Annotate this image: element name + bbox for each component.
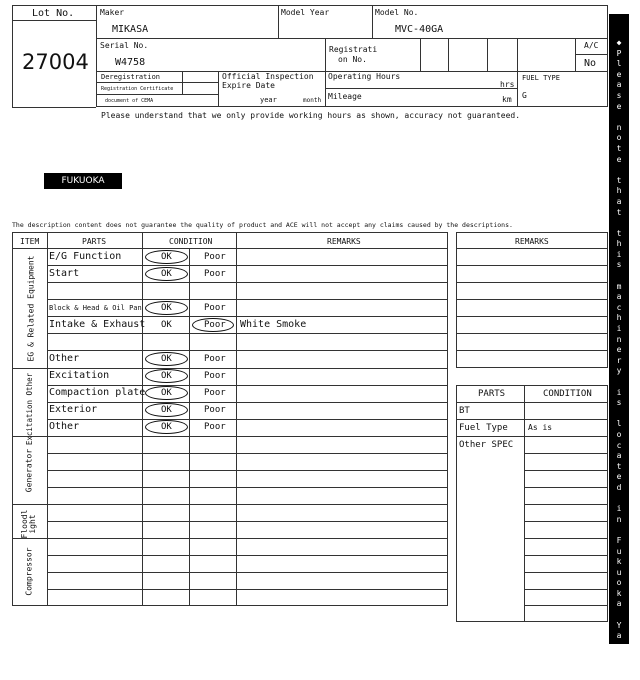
lot-label: Lot No. <box>32 8 75 19</box>
spec-condition-header: CONDITION <box>543 389 592 399</box>
part-name: E/G Function <box>49 251 122 262</box>
official-inspection-label: Official Inspection <box>222 72 314 81</box>
spec-parts-header: PARTS <box>478 389 506 399</box>
item-column-header: ITEM <box>20 237 40 246</box>
condition-ok: OK <box>161 252 172 262</box>
registration-label: Registrati <box>329 45 378 54</box>
condition-ok: OK <box>161 354 172 364</box>
operating-hours-label: Operating Hours <box>328 72 401 81</box>
right-remarks-header: REMARKS <box>515 237 549 246</box>
fuel-type-label: FUEL TYPE <box>522 74 560 82</box>
month-label: month <box>303 97 322 104</box>
condition-ok: OK <box>161 269 172 279</box>
lot-number: 27004 <box>22 50 89 74</box>
condition-poor: Poor <box>204 252 226 262</box>
cema-document-label: document of CEMA <box>105 98 154 104</box>
remark-text: White Smoke <box>240 319 307 330</box>
mileage-label: Mileage <box>328 92 362 101</box>
part-name: Other <box>49 421 80 432</box>
registration-certificate-label: Registration Certificate <box>101 86 174 92</box>
part-name: Other <box>49 353 80 364</box>
model-year-label: Model Year <box>281 8 330 17</box>
condition-column-header: CONDITION <box>169 237 213 246</box>
group-label-eg: EG & Related Equipment <box>26 255 36 362</box>
group-label-compressor: Compressor <box>24 547 34 596</box>
condition-ok: OK <box>161 405 172 415</box>
condition-ok: OK <box>161 388 172 398</box>
condition-poor: Poor <box>204 371 226 381</box>
condition-poor: Poor <box>204 303 226 313</box>
deregistration-label: Deregistration <box>101 73 161 81</box>
model-no-label: Model No. <box>375 8 419 17</box>
condition-poor: Poor <box>204 320 226 330</box>
condition-poor: Poor <box>204 388 226 398</box>
maker-value: MIKASA <box>112 24 149 35</box>
side-banner-text: ◆ P l e a s e n o t e t h a t t h i s m a c h i n e r y i s l o c a t e d i n F u k u o k a Y a r d ◆ <box>616 38 622 673</box>
remarks-column-header: REMARKS <box>327 237 361 246</box>
group-label-generator: Generator <box>24 448 34 493</box>
registration-label-2: on No. <box>338 55 367 64</box>
model-no-value: MVC-40GA <box>395 24 444 35</box>
spec-condition-fuel-type: As is <box>528 423 553 432</box>
condition-ok: OK <box>161 422 172 432</box>
year-label: year <box>260 96 277 104</box>
expire-date-label: Expire Date <box>222 81 275 90</box>
maker-label: Maker <box>100 8 125 17</box>
disclaimer: The description content does not guarantee the quality of product and ACE will not accept any claims caused by the descriptions. <box>12 221 513 229</box>
hours-notice: Please understand that we only provide working hours as shown, accuracy not guaranteed. <box>101 111 521 120</box>
parts-column-header: PARTS <box>82 237 107 246</box>
group-label-floodlight: Floodl ight <box>20 509 37 539</box>
condition-poor: Poor <box>204 269 226 279</box>
spec-part-bt: BT <box>459 406 470 416</box>
part-name: Intake & Exhaust <box>49 319 146 330</box>
condition-poor: Poor <box>204 405 226 415</box>
condition-poor: Poor <box>204 422 226 432</box>
hrs-label: hrs <box>500 80 515 89</box>
fuel-type-value: G <box>522 91 527 100</box>
condition-poor: Poor <box>204 354 226 364</box>
condition-ok: OK <box>161 303 172 313</box>
part-name: Compaction plate <box>49 387 146 398</box>
km-label: km <box>502 95 512 104</box>
part-name: Excitation <box>49 370 110 381</box>
side-banner <box>609 14 629 673</box>
ac-label: A/C <box>584 41 599 50</box>
part-name: Exterior <box>49 404 98 415</box>
location-badge: FUKUOKA <box>44 173 122 189</box>
part-name: Start <box>49 268 80 279</box>
part-name: Block & Head & Oil Pan <box>49 304 142 312</box>
spec-part-other: Other SPEC <box>459 440 514 450</box>
ac-value: No <box>584 58 597 69</box>
condition-ok: OK <box>161 371 172 381</box>
condition-ok: OK <box>161 320 172 330</box>
serial-label: Serial No. <box>100 41 149 50</box>
spec-part-fuel-type: Fuel Type <box>459 423 508 433</box>
group-label-excitation: Excitation Other <box>25 372 34 446</box>
serial-value: W4758 <box>115 57 146 68</box>
